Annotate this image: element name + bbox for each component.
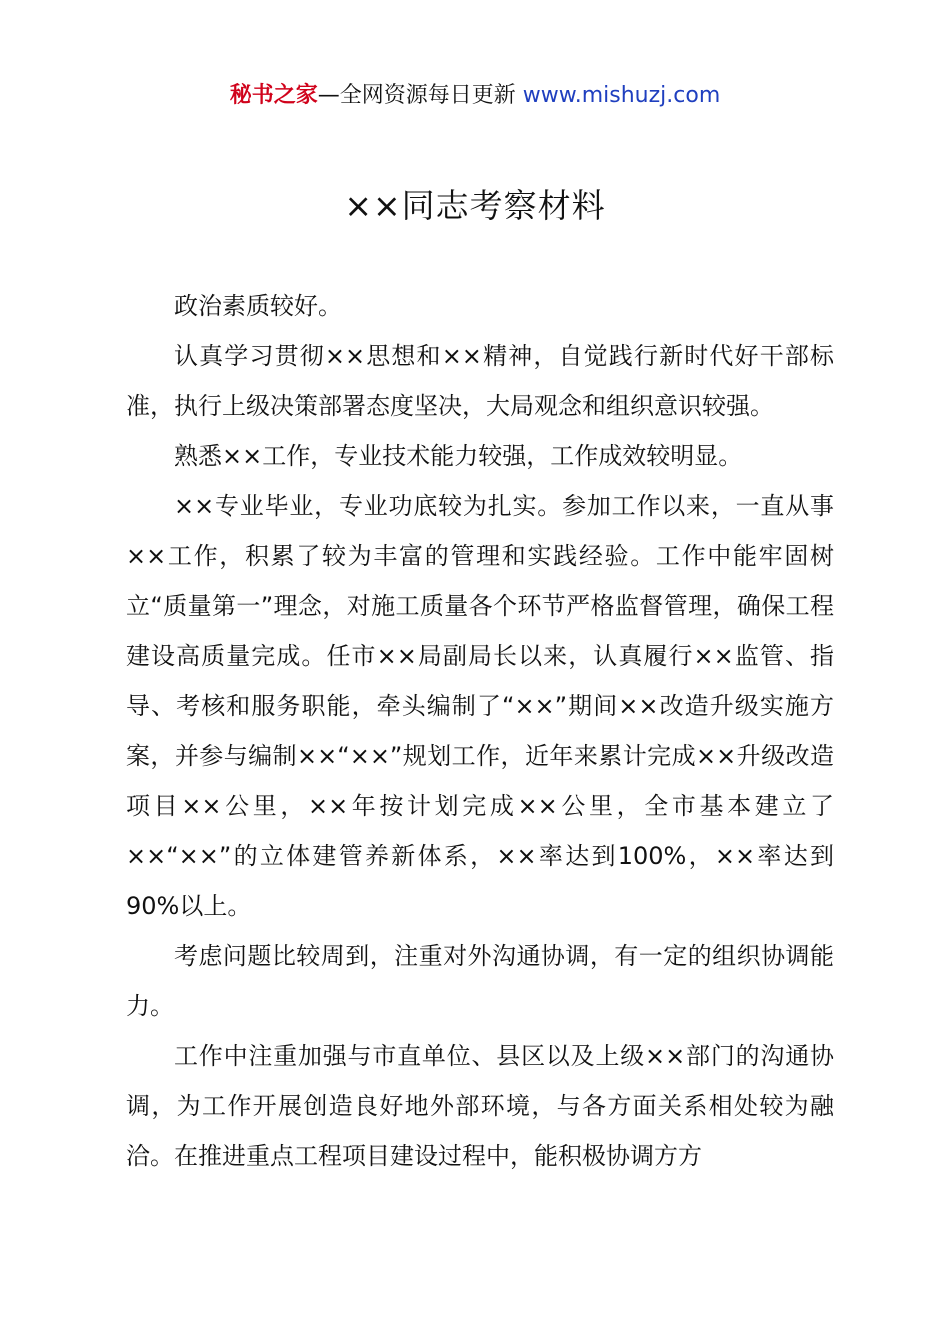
site-url-link[interactable]: www.mishuzj.com (522, 83, 721, 108)
paragraph: 认真学习贯彻××思想和××精神，自觉践行新时代好干部标准，执行上级决策部署态度坚决，大局观念和组织意识较强。 (126, 342, 834, 420)
paragraph: 考虑问题比较周到，注重对外沟通协调，有一定的组织协调能力。 (126, 942, 834, 1020)
paragraph: 政治素质较好。 (174, 292, 342, 320)
document-body (126, 281, 834, 1181)
paragraph: ××专业毕业，专业功底较为扎实。参加工作以来，一直从事××工作，积累了较为丰富的管理和实践经验。工作中能牢固树立“质量第一”理念，对施工质量各个环节严格监督管理，确保工程建设高质量完成。任市××局副局长以来，认真履行××监管、指导、考核和服务职能，牵头编制了“××”期间××改造升级实施方案，并参与编制××“××”规划工作，近年来累计完成××升级改造项目××公里，××年按计划完成××公里，全市基本建立了××“××”的立体建管养新体系，××率达到100%，××率达到90%以上。 (126, 492, 834, 920)
paragraph: 熟悉××工作，专业技术能力较强，工作成效较明显。 (174, 442, 743, 470)
brand-name: 秘书之家 (229, 83, 318, 108)
document-title: ××同志考察材料 (344, 186, 606, 225)
site-header (0, 80, 950, 112)
paragraph: 工作中注重加强与市直单位、县区以及上级××部门的沟通协调，为工作开展创造良好地外部环境，与各方面关系相处较为融洽。在推进重点工程项目建设过程中，能积极协调方方 (126, 1042, 834, 1170)
header-tagline: —全网资源每日更新 (317, 83, 516, 108)
